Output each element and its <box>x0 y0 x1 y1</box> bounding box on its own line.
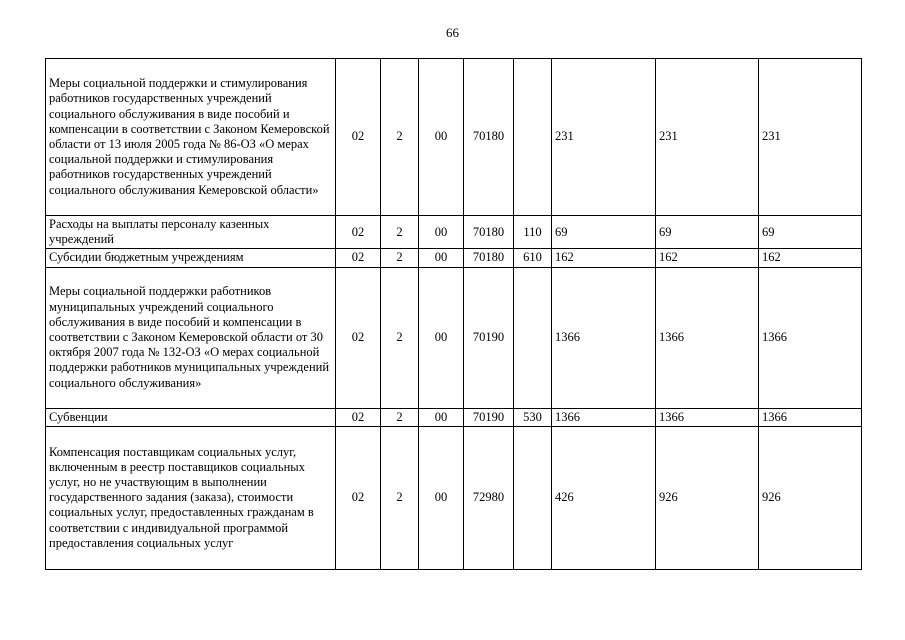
code-2-cell: 2 <box>381 249 419 267</box>
code-1-cell: 02 <box>336 408 381 426</box>
code-2-cell: 2 <box>381 426 419 569</box>
amount-1-cell: 1366 <box>552 267 656 408</box>
amount-2-cell: 231 <box>656 59 759 216</box>
code-2-cell: 2 <box>381 216 419 249</box>
table-row <box>46 59 862 216</box>
code-5-cell: 110 <box>514 216 552 249</box>
code-4-cell: 70190 <box>464 408 514 426</box>
code-1-cell: 02 <box>336 267 381 408</box>
code-3-cell: 00 <box>419 216 464 249</box>
code-4-cell: 70190 <box>464 267 514 408</box>
code-1-cell: 02 <box>336 216 381 249</box>
amount-1-cell: 1366 <box>552 408 656 426</box>
code-4-cell: 70180 <box>464 59 514 216</box>
code-3-cell: 00 <box>419 59 464 216</box>
code-4-cell: 70180 <box>464 249 514 267</box>
code-5-cell: 530 <box>514 408 552 426</box>
code-1-cell: 02 <box>336 249 381 267</box>
code-2-cell: 2 <box>381 59 419 216</box>
amount-3-cell: 926 <box>759 426 862 569</box>
code-1-cell: 02 <box>336 426 381 569</box>
row-description: Субсидии бюджетным учреждениям <box>46 249 336 267</box>
amount-2-cell: 1366 <box>656 408 759 426</box>
amount-3-cell: 1366 <box>759 267 862 408</box>
table-row <box>46 408 862 426</box>
code-3-cell: 00 <box>419 249 464 267</box>
amount-1-cell: 69 <box>552 216 656 249</box>
table-row <box>46 216 862 249</box>
code-3-cell: 00 <box>419 267 464 408</box>
code-4-cell: 72980 <box>464 426 514 569</box>
row-description: Субвенции <box>46 408 336 426</box>
page-number: 66 <box>446 25 459 40</box>
amount-2-cell: 69 <box>656 216 759 249</box>
budget-table <box>45 58 862 570</box>
code-2-cell: 2 <box>381 267 419 408</box>
amount-3-cell: 1366 <box>759 408 862 426</box>
code-1-cell: 02 <box>336 59 381 216</box>
code-2-cell: 2 <box>381 408 419 426</box>
code-3-cell: 00 <box>419 408 464 426</box>
code-3-cell: 00 <box>419 426 464 569</box>
code-4-cell: 70180 <box>464 216 514 249</box>
amount-1-cell: 231 <box>552 59 656 216</box>
amount-2-cell: 162 <box>656 249 759 267</box>
amount-2-cell: 926 <box>656 426 759 569</box>
amount-3-cell: 162 <box>759 249 862 267</box>
amount-3-cell: 231 <box>759 59 862 216</box>
code-5-cell: 610 <box>514 249 552 267</box>
row-description: Расходы на выплаты персоналу казенных учреждений <box>46 216 336 249</box>
amount-1-cell: 162 <box>552 249 656 267</box>
row-description: Меры социальной поддержки и стимулирования работников государственных учреждений социального обслуживания в виде пособий и компенсации в соответствии с Законом Кемеровской области от 13 июля 2005 года № 86-ОЗ «О мерах социальной поддержки и стимулирования работников государственных учреждений социального обслуживания Кемеровской области» <box>46 59 336 216</box>
table-row <box>46 426 862 569</box>
amount-2-cell: 1366 <box>656 267 759 408</box>
code-5-cell <box>514 59 552 216</box>
code-5-cell <box>514 267 552 408</box>
amount-1-cell: 426 <box>552 426 656 569</box>
row-description: Компенсация поставщикам социальных услуг, включенным в реестр поставщиков социальных услуг, но не участвующим в выполнении государственного задания (заказа), стоимости социальных услуг, предоставленных гражданам в соответствии с индивидуальной программой предоставления социальных услуг <box>46 426 336 569</box>
table-row <box>46 267 862 408</box>
table-row <box>46 249 862 267</box>
row-description: Меры социальной поддержки работников муниципальных учреждений социального обслуживания в виде пособий и компенсации в соответствии с Законом Кемеровской области от 30 октября 2007 года № 132-ОЗ «О мерах социальной поддержки работников муниципальных учреждений социального обслуживания» <box>46 267 336 408</box>
amount-3-cell: 69 <box>759 216 862 249</box>
code-5-cell <box>514 426 552 569</box>
